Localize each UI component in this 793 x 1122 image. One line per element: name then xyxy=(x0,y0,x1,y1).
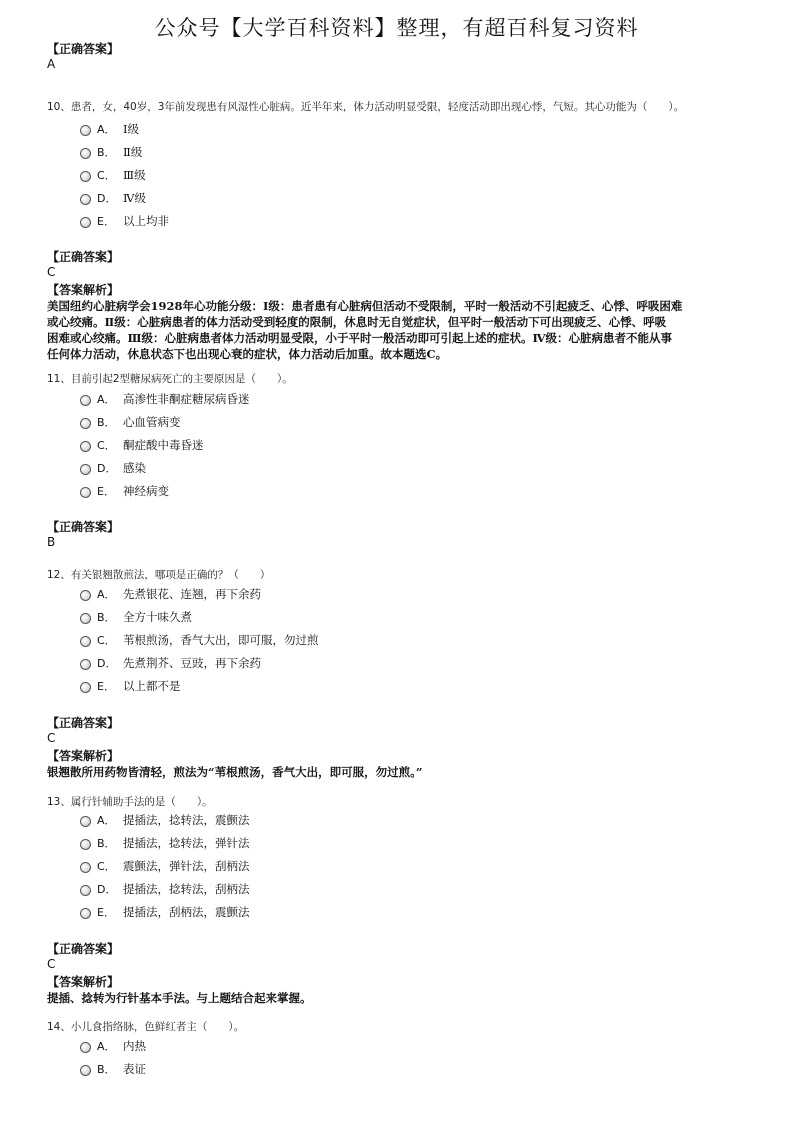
option-key: A． xyxy=(97,587,116,601)
option-key: D． xyxy=(97,882,117,896)
radio-icon[interactable] xyxy=(80,885,91,896)
option-key: E． xyxy=(97,905,115,919)
question-11-options xyxy=(80,387,250,502)
q10-option-b[interactable] xyxy=(80,140,169,163)
analysis-line: 美国纽约心脏病学会1928年心功能分级：Ⅰ级：患者患有心脏病但活动不受限制，平时一般活动不引起疲乏、心悸、呼吸困难 xyxy=(47,299,683,313)
question-12-options xyxy=(80,582,319,697)
option-text: 提插法，捻转法，刮柄法 xyxy=(123,881,250,896)
q11-option-b[interactable] xyxy=(80,410,250,433)
correct-answer-value: A xyxy=(47,57,56,71)
q11-option-a[interactable] xyxy=(80,387,250,410)
radio-icon[interactable] xyxy=(80,908,91,919)
question-12-stem: 12、有关银翘散煎法，哪项是正确的？（ ） xyxy=(47,569,271,581)
q13-option-b[interactable] xyxy=(80,831,250,854)
correct-answer-value: C xyxy=(47,265,56,279)
option-key: E． xyxy=(97,484,115,498)
option-text: 先煮银花、连翘，再下余药 xyxy=(123,586,261,601)
analysis-line: 任何体力活动，休息状态下也出现心衰的症状，体力活动后加重。故本题选C。 xyxy=(47,347,448,361)
option-text: 提插法，刮柄法，震颤法 xyxy=(123,904,250,919)
analysis-label: 【答案解析】 xyxy=(47,975,120,989)
analysis-label: 【答案解析】 xyxy=(47,749,120,763)
option-text: 以上都不是 xyxy=(123,678,181,693)
analysis-line: 困难或心绞痛。Ⅲ级：心脏病患者体力活动明显受限，小于平时一般活动即可引起上述的症状。Ⅳ级：心脏病患者不能从事 xyxy=(47,331,673,345)
radio-icon[interactable] xyxy=(80,487,91,498)
option-text: Ⅲ级 xyxy=(123,167,146,182)
radio-icon[interactable] xyxy=(80,636,91,647)
radio-icon[interactable] xyxy=(80,816,91,827)
option-key: C． xyxy=(97,438,116,452)
correct-answer-label: 【正确答案】 xyxy=(47,716,120,730)
question-10-stem: 10、患者，女，40岁，3年前发现患有风湿性心脏病。近半年来，体力活动明显受限，轻度活动即出现心悸，气短。其心功能为（ ）。 xyxy=(47,101,685,113)
correct-answer-value: B xyxy=(47,535,56,549)
option-key: D． xyxy=(97,656,117,670)
analysis-line: 提插、捻转为行针基本手法。与上题结合起来掌握。 xyxy=(47,991,312,1005)
radio-icon[interactable] xyxy=(80,148,91,159)
q10-option-c[interactable] xyxy=(80,163,169,186)
q12-option-b[interactable] xyxy=(80,605,319,628)
option-key: C． xyxy=(97,633,116,647)
radio-icon[interactable] xyxy=(80,441,91,452)
q14-option-b[interactable] xyxy=(80,1057,146,1080)
radio-icon[interactable] xyxy=(80,194,91,205)
radio-icon[interactable] xyxy=(80,682,91,693)
option-text: 以上均非 xyxy=(123,213,169,228)
q10-option-d[interactable] xyxy=(80,186,169,209)
radio-icon[interactable] xyxy=(80,418,91,429)
option-text: 酮症酸中毒昏迷 xyxy=(123,437,204,452)
option-key: B． xyxy=(97,1062,116,1076)
q11-option-d[interactable] xyxy=(80,456,250,479)
option-text: 苇根煎汤，香气大出，即可服，勿过煎 xyxy=(123,632,319,647)
question-10-answer-section xyxy=(47,250,747,362)
radio-icon[interactable] xyxy=(80,590,91,601)
question-13-answer-section xyxy=(47,942,747,1006)
correct-answer-label: 【正确答案】 xyxy=(47,42,120,56)
option-text: 震颤法，弹针法，刮柄法 xyxy=(123,858,250,873)
page-header-title: 公众号【大学百科资料】整理，有超百科复习资料 xyxy=(154,16,639,40)
q12-option-e[interactable] xyxy=(80,674,319,697)
radio-icon[interactable] xyxy=(80,1065,91,1076)
option-key: A． xyxy=(97,392,116,406)
q10-option-e[interactable] xyxy=(80,209,169,232)
option-key: B． xyxy=(97,836,116,850)
option-text: 先煮荆芥、豆豉，再下余药 xyxy=(123,655,261,670)
q12-option-a[interactable] xyxy=(80,582,319,605)
question-14-stem: 14、小儿食指络脉，色鲜红者主（ ）。 xyxy=(47,1021,245,1033)
question-13-options xyxy=(80,808,250,923)
radio-icon[interactable] xyxy=(80,862,91,873)
q14-option-a[interactable] xyxy=(80,1034,146,1057)
option-key: A． xyxy=(97,813,116,827)
radio-icon[interactable] xyxy=(80,395,91,406)
option-text: 提插法，捻转法，弹针法 xyxy=(123,835,250,850)
prev-answer-section xyxy=(47,42,747,72)
analysis-line: 银翘散所用药物皆清轻，煎法为“苇根煎汤，香气大出，即可服，勿过煎。” xyxy=(47,765,423,779)
question-10-options xyxy=(80,117,169,232)
q13-option-a[interactable] xyxy=(80,808,250,831)
option-text: 心血管病变 xyxy=(123,414,181,429)
radio-icon[interactable] xyxy=(80,839,91,850)
option-text: 全方十味久煮 xyxy=(123,609,192,624)
question-14-options xyxy=(80,1034,146,1080)
option-text: 内热 xyxy=(123,1038,146,1053)
option-text: 提插法，捻转法，震颤法 xyxy=(123,812,250,827)
radio-icon[interactable] xyxy=(80,125,91,136)
correct-answer-label: 【正确答案】 xyxy=(47,250,120,264)
analysis-label: 【答案解析】 xyxy=(47,283,120,297)
radio-icon[interactable] xyxy=(80,217,91,228)
option-text: 神经病变 xyxy=(123,483,169,498)
option-key: C． xyxy=(97,168,116,182)
question-11-stem: 11、目前引起2型糖尿病死亡的主要原因是（ ）。 xyxy=(47,373,293,385)
option-text: 表证 xyxy=(123,1061,146,1076)
q11-option-e[interactable] xyxy=(80,479,250,502)
radio-icon[interactable] xyxy=(80,1042,91,1053)
option-key: D． xyxy=(97,461,117,475)
option-key: C． xyxy=(97,859,116,873)
radio-icon[interactable] xyxy=(80,171,91,182)
correct-answer-label: 【正确答案】 xyxy=(47,942,120,956)
radio-icon[interactable] xyxy=(80,613,91,624)
option-key: B． xyxy=(97,415,116,429)
correct-answer-value: C xyxy=(47,731,56,745)
question-13-stem: 13、属行针辅助手法的是（ ）。 xyxy=(47,796,213,808)
option-key: B． xyxy=(97,610,116,624)
option-key: B． xyxy=(97,145,116,159)
option-key: E． xyxy=(97,214,115,228)
q13-option-c[interactable] xyxy=(80,854,250,877)
option-key: D． xyxy=(97,191,117,205)
question-12-answer-section xyxy=(47,716,747,780)
question-11-answer-section xyxy=(47,520,747,550)
q12-option-c[interactable] xyxy=(80,628,319,651)
correct-answer-value: C xyxy=(47,957,56,971)
option-text: Ⅱ级 xyxy=(123,144,143,159)
radio-icon[interactable] xyxy=(80,659,91,670)
q11-option-c[interactable] xyxy=(80,433,250,456)
q10-option-a[interactable] xyxy=(80,117,169,140)
q13-option-e[interactable] xyxy=(80,900,250,923)
option-text: 高渗性非酮症糖尿病昏迷 xyxy=(123,391,250,406)
option-key: E． xyxy=(97,679,115,693)
option-key: A． xyxy=(97,1039,116,1053)
option-text: 感染 xyxy=(123,460,146,475)
correct-answer-label: 【正确答案】 xyxy=(47,520,120,534)
q13-option-d[interactable] xyxy=(80,877,250,900)
analysis-line: 或心绞痛。Ⅱ级：心脏病患者的体力活动受到轻度的限制，休息时无自觉症状，但平时一般活动下可出现疲乏、心悸、呼吸 xyxy=(47,315,667,329)
q12-option-d[interactable] xyxy=(80,651,319,674)
option-text: Ⅳ级 xyxy=(123,190,146,205)
option-key: A． xyxy=(97,122,116,136)
option-text: Ⅰ级 xyxy=(123,121,140,136)
radio-icon[interactable] xyxy=(80,464,91,475)
